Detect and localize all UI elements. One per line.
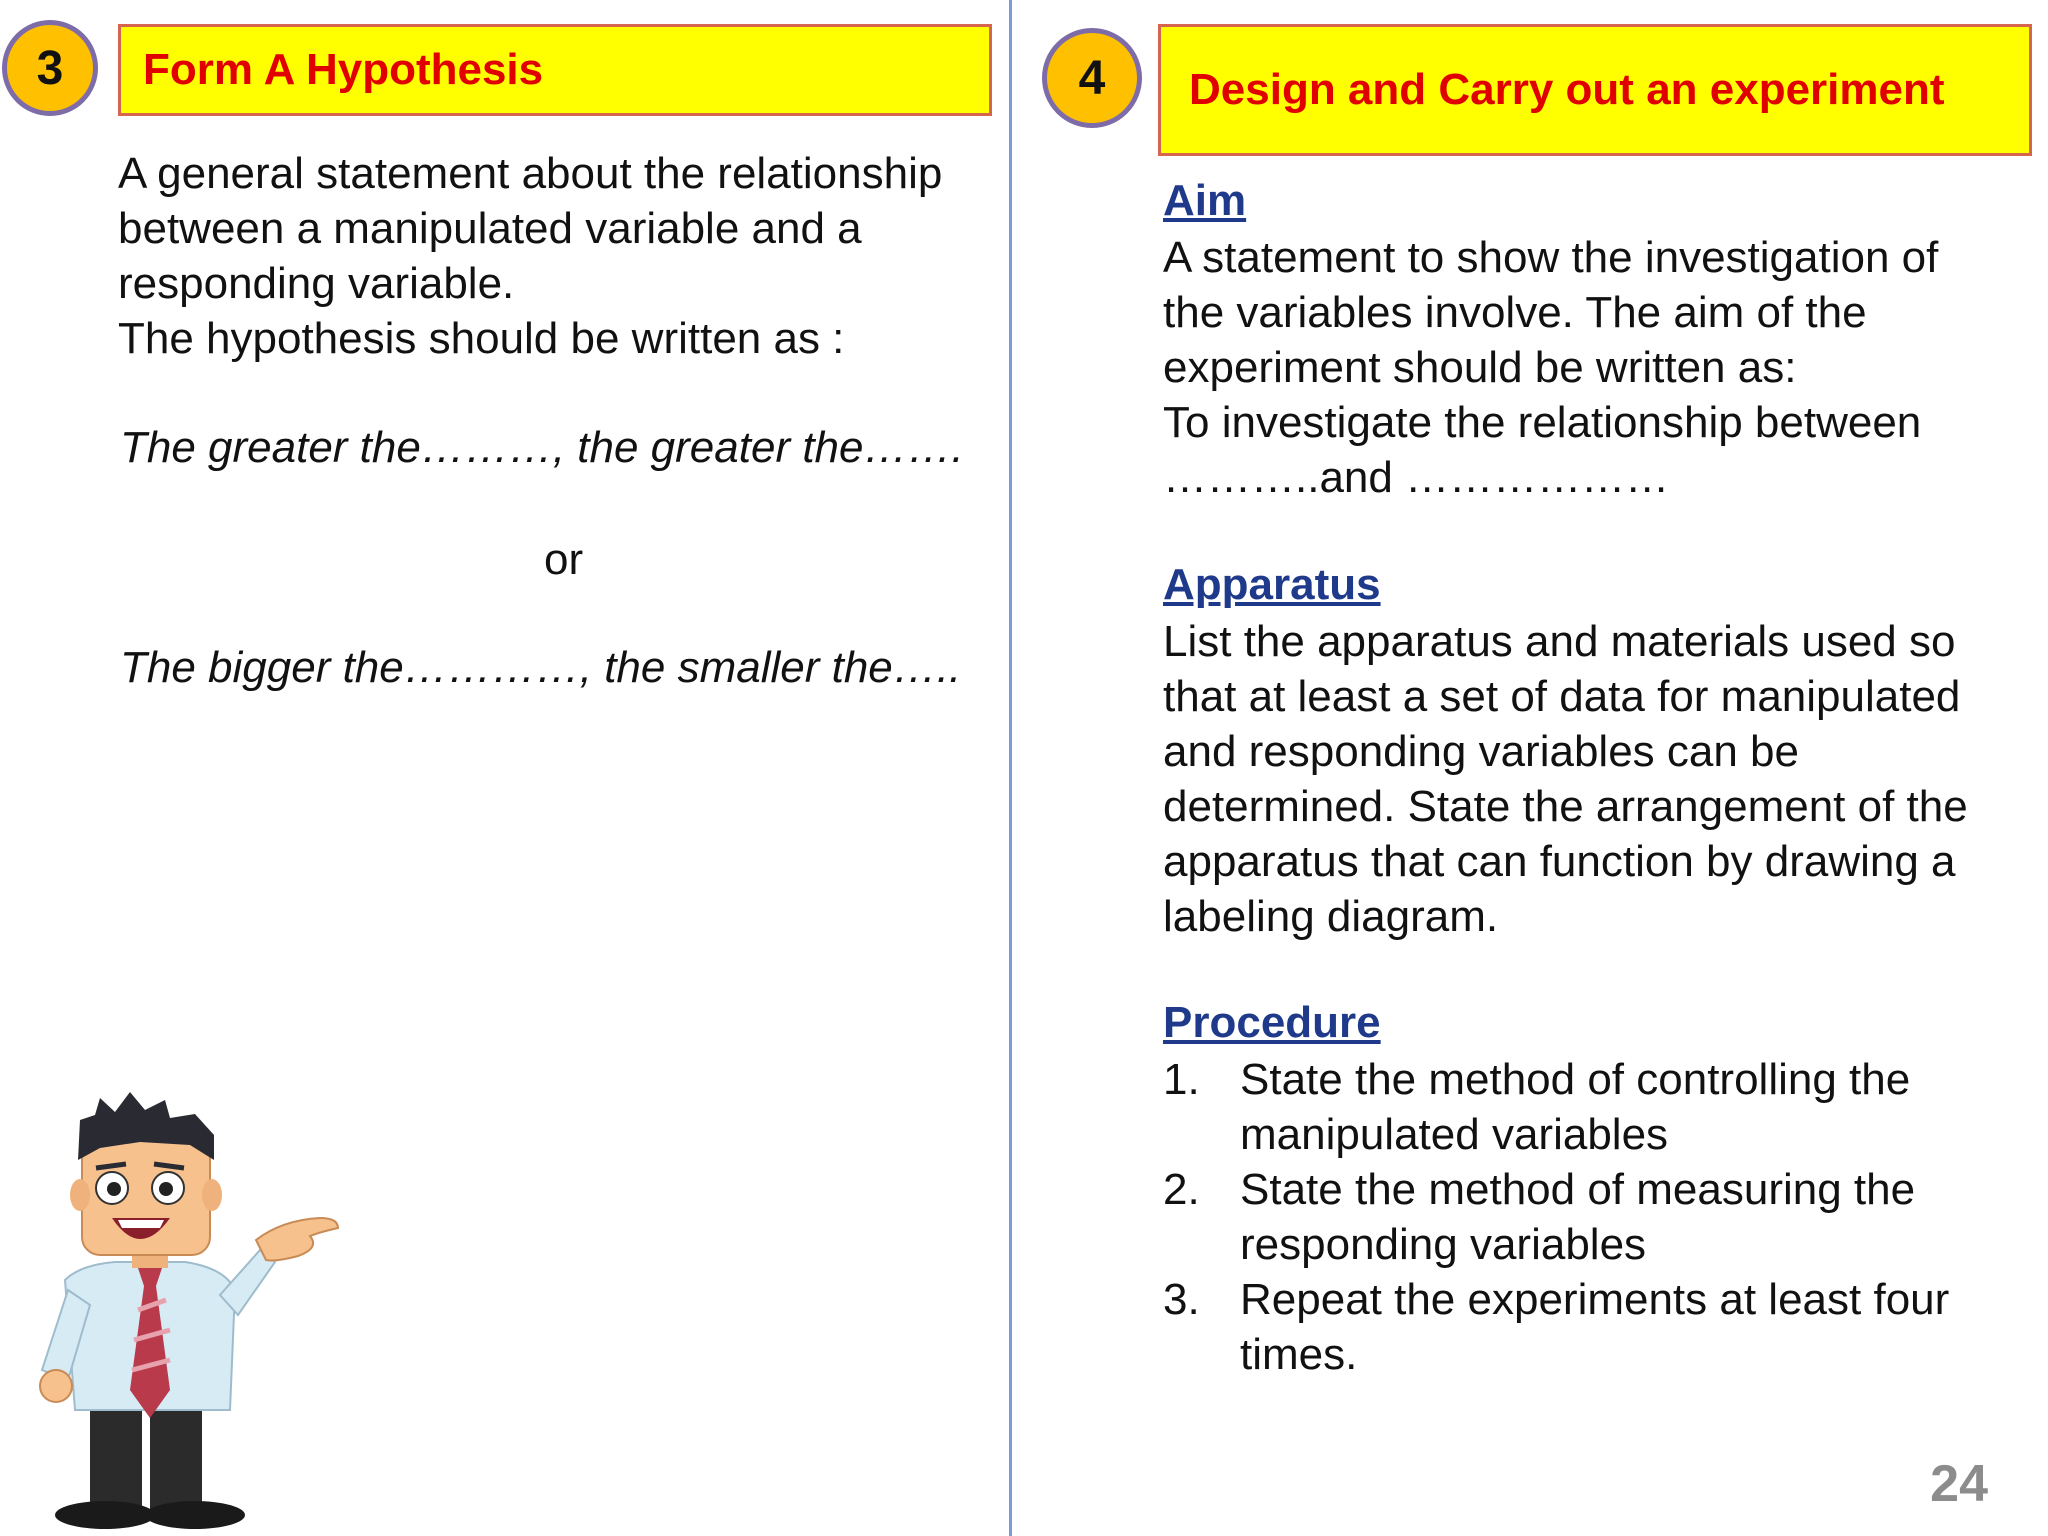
hypothesis-example-1: The greater the………, the greater the……. [120, 423, 964, 472]
step-number: 3 [36, 41, 64, 95]
aim-template: To investigate the relationship between ………..and ……………… [1163, 398, 1922, 502]
hypothesis-title-banner [118, 24, 992, 116]
procedure-step-number: 1. [1163, 1055, 1200, 1104]
step-badge-4 [1042, 28, 1142, 128]
apparatus-text: List the apparatus and materials used so that at least a set of data for manipulated and responding variables can be determined. State the arrangement of the apparatus that can function by drawing a labeling diagram. [1163, 617, 1968, 941]
hypothesis-example-2: The bigger the…………, the smaller the….. [120, 643, 962, 692]
section-title: Form A Hypothesis [143, 45, 544, 94]
hypothesis-written-as: The hypothesis should be written as : [118, 314, 845, 363]
procedure-step-number: 2. [1163, 1165, 1200, 1214]
experiment-title-banner [1158, 24, 2032, 156]
procedure-step-text: State the method of controlling the manipulated variables [1240, 1055, 1911, 1159]
procedure-step-text: Repeat the experiments at least four times. [1240, 1275, 1950, 1379]
step-badge-3 [2, 20, 98, 116]
hypothesis-description [118, 146, 998, 366]
step-number: 4 [1078, 51, 1106, 105]
businessman-illustration [20, 1090, 360, 1530]
procedure-step-text: State the method of measuring the responding variables [1240, 1165, 1916, 1269]
aim-text: A statement to show the investigation of the variables involve. The aim of the experiment should be written as: [1163, 233, 1939, 392]
or-text: or [544, 535, 584, 584]
section-title: Design and Carry out an experiment [1189, 65, 1945, 114]
procedure-heading: Procedure [1163, 998, 1381, 1047]
procedure-step-number: 3. [1163, 1275, 1200, 1324]
hypothesis-paragraph: A general statement about the relationship between a manipulated variable and a responding variable. [118, 149, 943, 308]
aim-heading: Aim [1163, 176, 1247, 225]
column-divider [1009, 0, 1012, 1536]
page-number: 24 [1930, 1455, 1988, 1513]
apparatus-heading: Apparatus [1163, 560, 1381, 609]
